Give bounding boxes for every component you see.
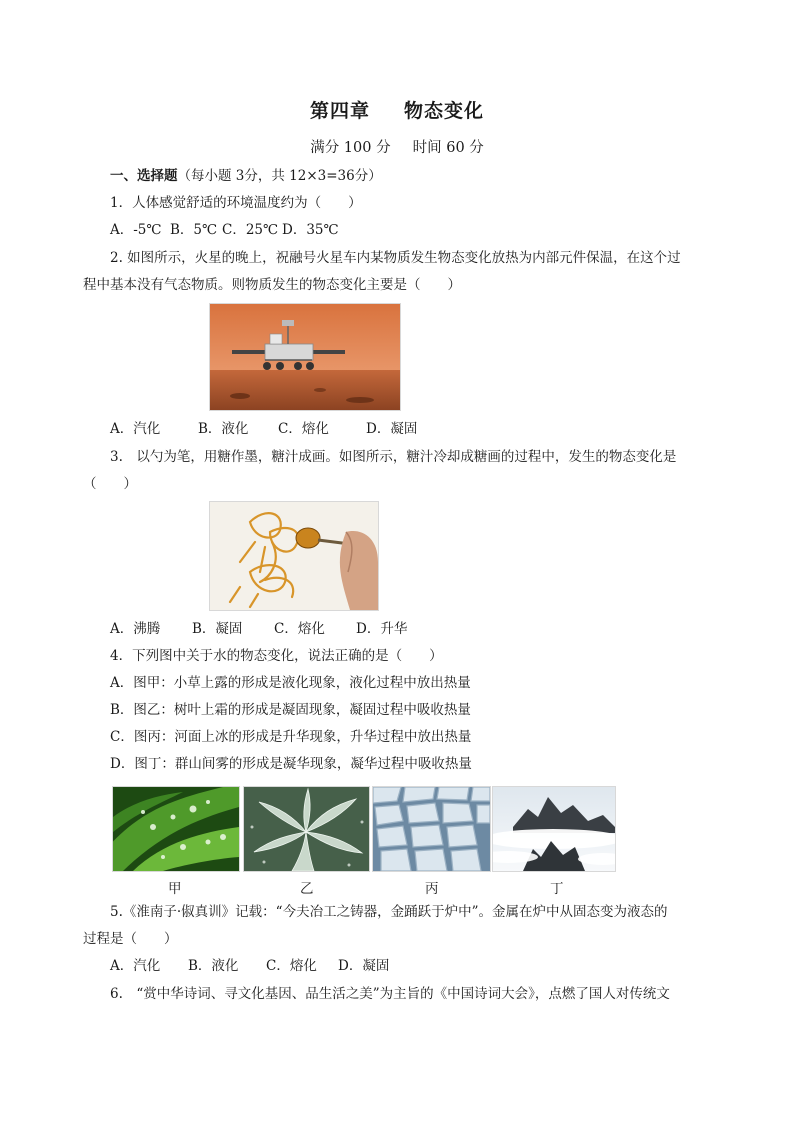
q5-option-d: D．凝固 xyxy=(338,958,390,974)
q2-option-d: D．凝固 xyxy=(366,421,418,437)
ice-image xyxy=(372,786,491,872)
caption-jia: 甲 xyxy=(168,881,182,897)
q3-option-b: B．凝固 xyxy=(192,621,243,637)
question-2-stem-line2: 程中基本没有气态物质。则物质发生的物态变化主要是（ ） xyxy=(83,277,461,293)
q3-option-c: C．熔化 xyxy=(274,621,325,637)
frost-image xyxy=(243,786,370,872)
question-6-stem-line1: 6. “赏中华诗词、寻文化基因、品生活之美”为主旨的《中国诗词大会》，点燃了国人对传统文 xyxy=(110,986,670,1002)
q3-option-d: D．升华 xyxy=(356,621,408,637)
question-5-stem-line2: 过程是（ ） xyxy=(83,931,178,947)
mars-rover-image xyxy=(209,303,401,411)
q1-option-b: B．5℃ xyxy=(170,222,218,238)
q3-option-a: A．沸腾 xyxy=(110,621,161,637)
q4-option-d: D．图丁：群山间雾的形成是凝华现象，凝华过程中吸收热量 xyxy=(110,756,472,772)
question-1-options xyxy=(110,220,339,240)
full-score: 满分 100 分 xyxy=(310,140,391,156)
dew-image xyxy=(112,786,240,872)
question-1-stem: 1．人体感觉舒适的环境温度约为（ ） xyxy=(110,195,362,211)
chapter-title: 物态变化 xyxy=(404,100,485,122)
question-5-stem-line1: 5.《淮南子·俶真训》记载：“今夫冶工之铸器，金踊跃于炉中”。金属在炉中从固态变为液态的 xyxy=(110,904,668,920)
exam-info xyxy=(0,136,794,157)
question-3-options xyxy=(110,619,407,639)
sugar-painting-image xyxy=(209,501,379,611)
q5-option-c: C．熔化 xyxy=(266,958,317,974)
fog-mountain-image xyxy=(492,786,616,872)
q2-option-a: A．汽化 xyxy=(110,421,161,437)
time-limit: 时间 60 分 xyxy=(412,140,484,156)
section-title: 一、选择题 xyxy=(110,168,178,184)
q4-option-c: C．图丙：河面上冰的形成是升华现象，升华过程中放出热量 xyxy=(110,729,472,745)
question-3-stem-line2: （ ） xyxy=(83,476,137,492)
q2-option-c: C．熔化 xyxy=(278,421,329,437)
question-3-stem-line1: 3. 以勺为笔，用糖作墨，糖汁成画。如图所示，糖汁冷却成糖画的过程中，发生的物态变化是 xyxy=(110,449,677,465)
caption-yi: 乙 xyxy=(300,881,314,897)
question-2-options xyxy=(110,419,417,439)
q4-option-a: A．图甲：小草上露的形成是液化现象，液化过程中放出热量 xyxy=(110,675,471,691)
section-note: （每小题 3分，共 12×3=36分） xyxy=(177,168,382,184)
q1-option-d: D．35℃ xyxy=(282,222,339,238)
q1-option-a: A．-5℃ xyxy=(110,222,162,238)
question-2-stem-line1: 2. 如图所示，火星的晚上，祝融号火星车内某物质发生物态变化放热为内部元件保温，在这个过 xyxy=(110,250,681,266)
question-4-stem: 4．下列图中关于水的物态变化，说法正确的是（ ） xyxy=(110,648,443,664)
chapter-label: 第四章 xyxy=(309,100,370,122)
question-5-options xyxy=(110,956,389,976)
page-title xyxy=(0,96,794,123)
q5-option-a: A．汽化 xyxy=(110,958,161,974)
caption-bing: 丙 xyxy=(425,881,439,897)
section-heading xyxy=(110,166,382,186)
q2-option-b: B．液化 xyxy=(198,421,249,437)
q4-option-b: B．图乙：树叶上霜的形成是凝固现象，凝固过程中吸收热量 xyxy=(110,702,471,718)
caption-ding: 丁 xyxy=(550,881,564,897)
q1-option-c: C．25℃ xyxy=(222,222,279,238)
q5-option-b: B．液化 xyxy=(188,958,239,974)
